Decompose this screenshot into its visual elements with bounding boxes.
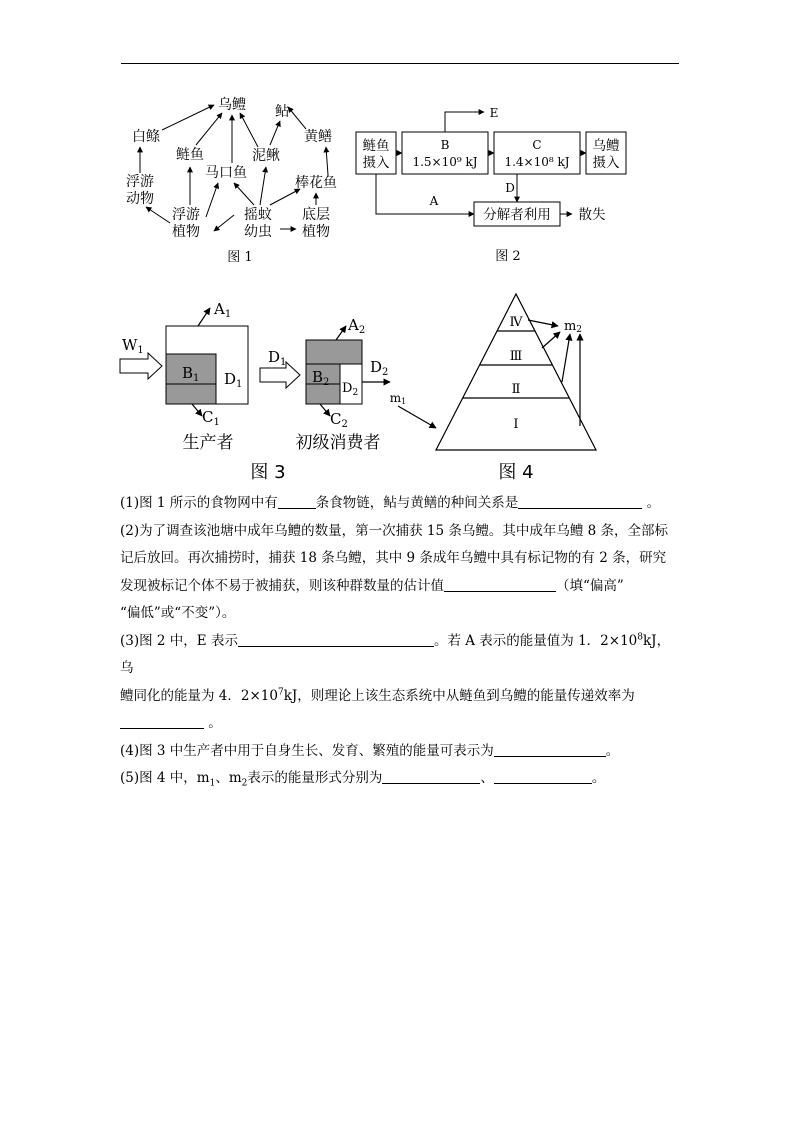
- q4-text-b: 。: [605, 742, 620, 759]
- decomposer-label: 分解者利用: [483, 207, 551, 223]
- figure-2-caption: 图 2: [495, 249, 521, 264]
- label-w1: $W_1$: [122, 336, 144, 356]
- q2-line1: (2)为了调查该池塘中成年乌鳢的数量，第一次捕获 15 条乌鳢。其中成年乌鳢 8 条，全部标: [120, 522, 669, 539]
- q5-sub-1: 1: [209, 778, 216, 789]
- box-c-value: 1.4×10⁸ kJ: [504, 155, 570, 169]
- node-fuyou-zhiwu-2: 植物: [172, 224, 200, 240]
- box-c-label: C: [532, 138, 542, 152]
- node-makouyu: 马口鱼: [205, 165, 247, 181]
- node-lianyu: 鲢鱼: [176, 147, 204, 163]
- box-b-label: B: [440, 138, 450, 152]
- q3-line2a: 鳢同化的能量为 4．2×10: [120, 687, 278, 704]
- q2-line4: “偏低”或“不变”）。: [120, 605, 236, 621]
- figure-4-energy-pyramid: [390, 288, 620, 488]
- level-4: Ⅳ: [509, 315, 523, 330]
- node-huangshan: 黄鳝: [304, 129, 332, 145]
- q5-text-b: 、m: [215, 770, 242, 786]
- figure-1-caption: 图 1: [227, 250, 253, 265]
- producer-label: 生产者: [182, 433, 234, 453]
- box-b-value: 1.5×10⁹ kJ: [412, 155, 478, 169]
- label-a2: $A_2$: [348, 316, 366, 336]
- question-list: [120, 490, 680, 793]
- q1-blank-relation[interactable]: [518, 494, 642, 509]
- w1-hollow-arrow: [120, 353, 162, 379]
- q3-blank-efficiency[interactable]: [120, 714, 204, 729]
- label-d1-arrow: $D_1$: [268, 348, 287, 368]
- box-out-line2: 摄入: [592, 155, 620, 171]
- node-yaowen-2: 幼虫: [244, 224, 272, 240]
- q1-blank-chains[interactable]: [278, 494, 316, 509]
- label-a1: $A_1$: [214, 300, 232, 320]
- node-yaowen-1: 摇蚊: [244, 207, 272, 223]
- question-3: [120, 628, 680, 738]
- q3-line2b: kJ，则理论上该生态系统中从鲢鱼到乌鳢的能量传递效率为: [283, 687, 635, 704]
- figure-3-caption: 图 3: [250, 462, 286, 483]
- q2-line3b: （填“偏高”: [556, 577, 624, 594]
- q2-line2: 记后放回。再次捕捞时，捕获 18 条乌鳢，其中 9 条成年乌鳢中具有标记物的有 2 条，研究: [120, 550, 667, 566]
- q3-text-b: 。若 A 表示的能量值为 1．2×10: [433, 632, 638, 649]
- figure-4-caption: 图 4: [498, 462, 534, 483]
- node-diceng-2: 植物: [302, 224, 330, 240]
- label-d2-arrow: $D_2$: [370, 358, 389, 378]
- node-diceng-1: 底层: [302, 207, 330, 223]
- label-m1: m1: [389, 391, 407, 406]
- level-1: Ⅰ: [513, 417, 519, 432]
- node-bangyu: 棒花鱼: [295, 175, 337, 191]
- label-m2: m2: [563, 319, 583, 335]
- node-baitiao: 白鲦: [132, 129, 160, 145]
- box-in-line1: 鲢鱼: [362, 138, 390, 154]
- q4-text-a: (4)图 3 中生产者中用于自身生长、发育、繁殖的能量可表示为: [120, 742, 494, 759]
- label-d2-box: $D_2$: [342, 381, 359, 398]
- q2-line3a: 发现被标记个体不易于被捕获，则该种群数量的估计值: [120, 577, 444, 594]
- q3-line3: 。: [204, 715, 222, 731]
- q5-text-a: (5)图 4 中，m: [120, 770, 210, 786]
- consumer-a2-area: [306, 340, 362, 364]
- header-rule: [121, 63, 679, 64]
- label-a: A: [429, 194, 439, 208]
- consumer-label: 初级消费者: [295, 433, 381, 453]
- q1-text-b: 条食物链，鲇与黄鳝的种间关系是: [315, 495, 519, 511]
- q5-text-d: 、: [480, 770, 494, 786]
- node-fuyou-zhiwu-1: 浮游: [172, 207, 200, 223]
- dissipate-label: 散失: [578, 207, 606, 223]
- label-b2: $B_2$: [312, 368, 330, 388]
- q5-sub-2: 2: [241, 778, 248, 789]
- label-e: E: [489, 106, 499, 120]
- node-nian: 鲇: [275, 104, 289, 120]
- q3-sup-8: 8: [637, 632, 643, 642]
- box-in-line2: 摄入: [362, 155, 390, 171]
- q3-text-a: (3)图 2 中，E 表示: [120, 632, 238, 649]
- q5-blank-m2[interactable]: [494, 769, 592, 784]
- q3-blank-e[interactable]: [238, 632, 434, 647]
- q3-text-c: kJ，乌: [120, 632, 671, 676]
- question-2: [120, 518, 680, 628]
- figure-2-energy-flow: [354, 98, 644, 270]
- question-1: [120, 490, 680, 518]
- figure-1-food-web: [110, 85, 380, 275]
- node-fuyou-dongwu-2: 动物: [126, 191, 154, 207]
- level-3: Ⅲ: [509, 349, 523, 364]
- q1-text-a: (1)图 1 所示的食物网中有: [120, 495, 278, 511]
- box-out-line1: 乌鳢: [592, 138, 620, 154]
- q3-sup-7: 7: [277, 687, 284, 697]
- question-5: [120, 765, 680, 793]
- figure-3-energy-partition: [118, 298, 408, 488]
- label-b1: $B_1$: [182, 364, 200, 384]
- question-4: [120, 738, 680, 766]
- label-c2: $C_2$: [330, 410, 348, 430]
- node-wuli: 乌鳢: [218, 97, 246, 113]
- label-d: D: [505, 181, 515, 195]
- q2-blank-estimate[interactable]: [444, 577, 556, 592]
- node-niqiu: 泥鳅: [252, 148, 280, 164]
- label-d1-box: $D_1$: [224, 370, 243, 390]
- level-2: Ⅱ: [511, 382, 521, 397]
- q5-text-e: 。: [591, 770, 606, 786]
- q5-text-c: 表示的能量形式分别为: [247, 770, 383, 786]
- node-fuyou-dongwu-1: 浮游: [126, 174, 154, 190]
- q5-blank-m1[interactable]: [382, 769, 480, 784]
- q4-blank[interactable]: [494, 742, 606, 757]
- label-c1: $C_1$: [202, 408, 220, 428]
- q1-text-c: 。: [642, 495, 661, 511]
